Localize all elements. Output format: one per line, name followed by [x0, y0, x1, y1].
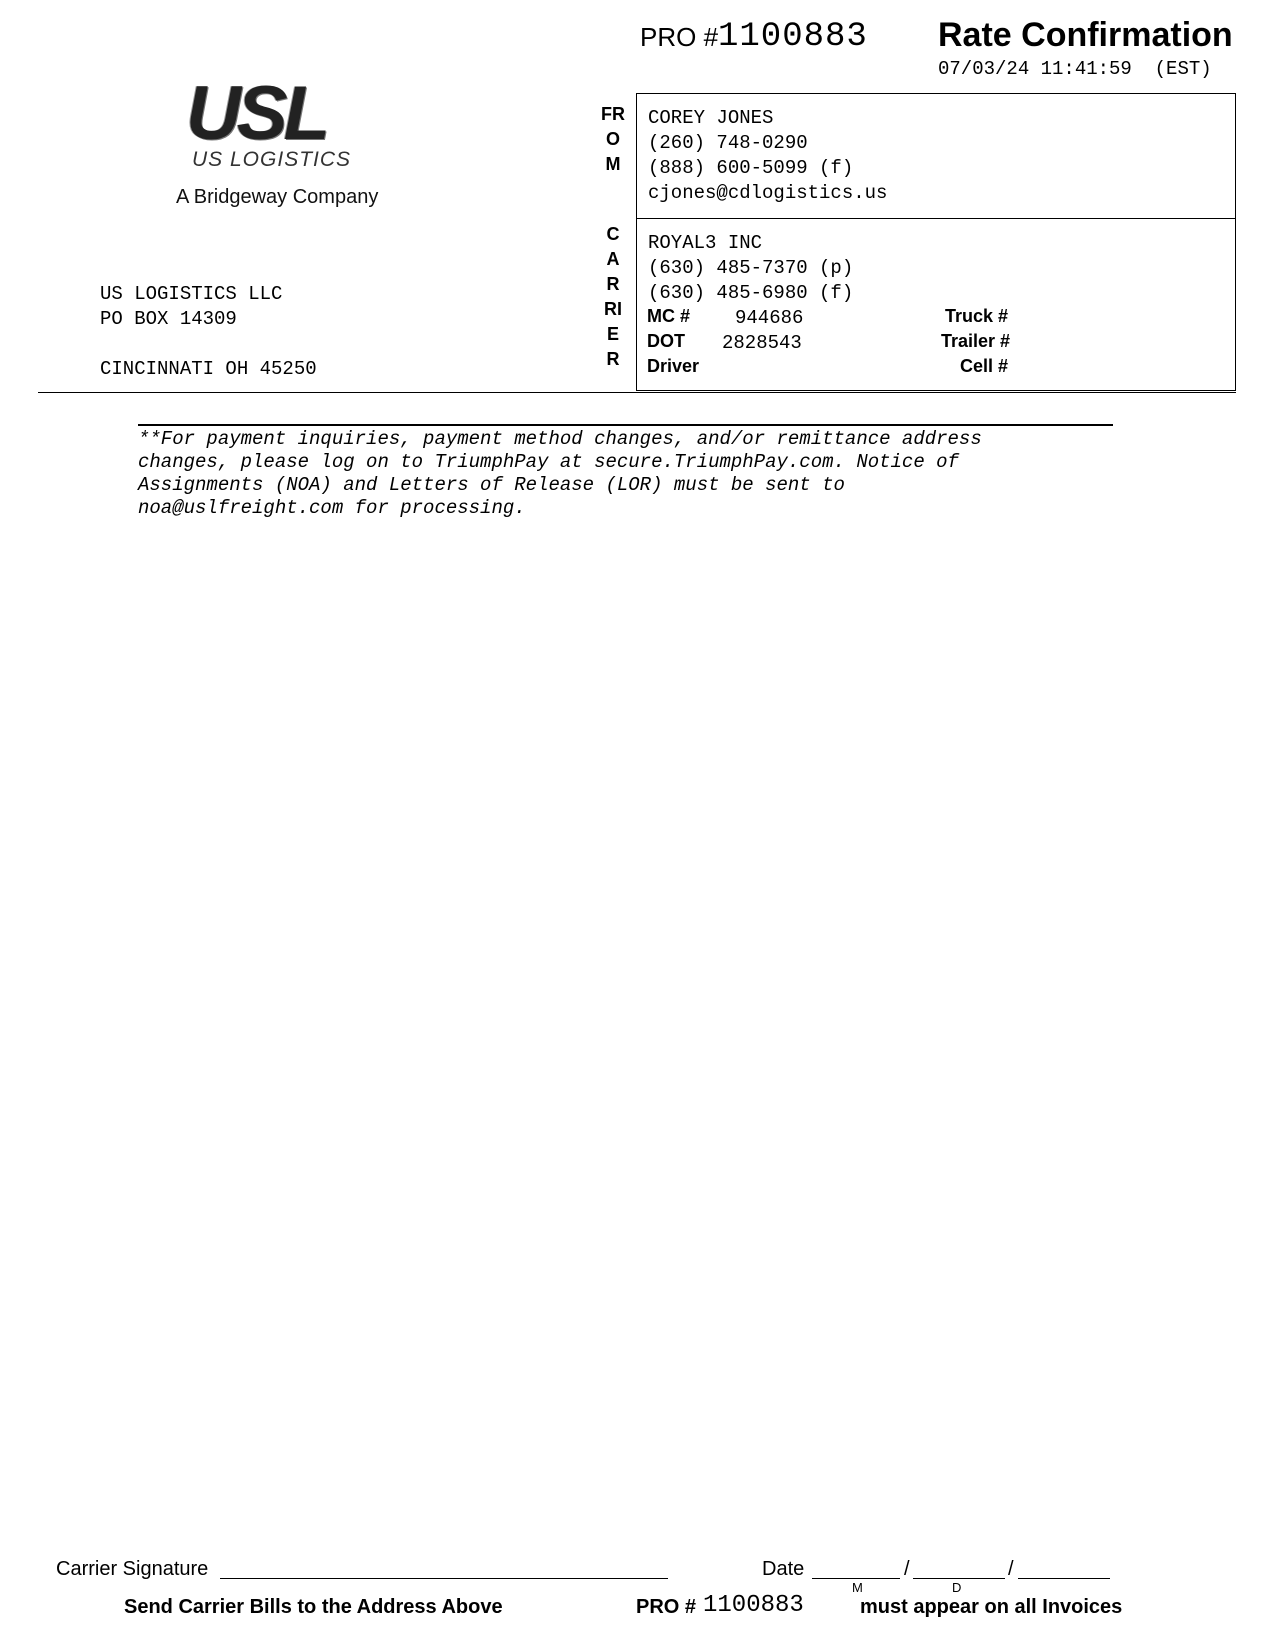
- document-title: Rate Confirmation: [938, 16, 1233, 54]
- date-label: Date: [762, 1558, 805, 1580]
- date-day-field[interactable]: [913, 1578, 1005, 1579]
- from-fax: (888) 600-5099 (f): [648, 157, 854, 179]
- day-sublabel: D: [952, 1580, 962, 1595]
- remit-line: [100, 332, 317, 357]
- mc-value: 944686: [735, 307, 804, 329]
- header-rule: [38, 392, 1236, 393]
- remit-line: PO BOX 14309: [100, 308, 237, 330]
- mc-label: MC #: [647, 306, 691, 326]
- date-separator: /: [904, 1558, 910, 1580]
- pro-label: PRO #: [640, 22, 719, 52]
- dot-label: DOT: [647, 331, 685, 351]
- date-separator: /: [1008, 1558, 1014, 1580]
- box-divider: [636, 218, 1236, 219]
- month-sublabel: M: [852, 1580, 863, 1595]
- footer-pro-label: PRO #: [636, 1596, 697, 1618]
- payment-notice: **For payment inquiries, payment method changes, and/or remittance address changes, please log on to TriumphPay at secure.TriumphPay.com. Notice of Assignments (NOA) and Letters of Release (LOR) must be sent to noa@uslfreight.com for processing.: [138, 428, 982, 519]
- footer-pro-number: 1100883: [703, 1592, 804, 1619]
- carrier-fax: (630) 485-6980 (f): [648, 282, 854, 304]
- timestamp: 07/03/24 11:41:59 (EST): [938, 58, 1212, 80]
- pro-number: 1100883: [718, 18, 868, 56]
- driver-label: Driver: [647, 356, 700, 376]
- carrier-contact: [648, 231, 853, 306]
- carrier-name: ROYAL3 INC: [648, 232, 763, 254]
- from-phone: (260) 748-0290: [648, 132, 808, 154]
- carrier-phone: (630) 485-7370 (p): [648, 257, 854, 279]
- trailer-label: Trailer #: [941, 331, 1011, 351]
- date-year-field[interactable]: [1018, 1578, 1110, 1579]
- from-vertical-label: FROM: [601, 104, 625, 174]
- from-contact: [648, 106, 887, 206]
- must-appear-note: must appear on all Invoices: [860, 1596, 1123, 1618]
- send-bills-note: Send Carrier Bills to the Address Above: [124, 1596, 503, 1618]
- remit-address: [100, 282, 317, 382]
- company-logo: [150, 70, 450, 210]
- logo-mark: USL: [186, 71, 326, 156]
- remit-line: US LOGISTICS LLC: [100, 283, 283, 305]
- notice-rule: [138, 424, 1113, 426]
- dot-value: 2828543: [722, 332, 802, 354]
- from-email[interactable]: cjones@cdlogistics.us: [648, 182, 888, 204]
- signature-label: Carrier Signature: [56, 1558, 209, 1580]
- logo-tagline: A Bridgeway Company: [176, 186, 379, 208]
- remit-line: CINCINNATI OH 45250: [100, 358, 317, 380]
- cell-label: Cell #: [960, 356, 1009, 376]
- date-month-field[interactable]: [812, 1578, 900, 1579]
- from-name: COREY JONES: [648, 107, 774, 129]
- carrier-vertical-label: CARRIER: [604, 224, 622, 369]
- truck-label: Truck #: [945, 306, 1009, 326]
- signature-line[interactable]: [220, 1578, 668, 1579]
- logo-subtitle: US LOGISTICS: [192, 148, 352, 171]
